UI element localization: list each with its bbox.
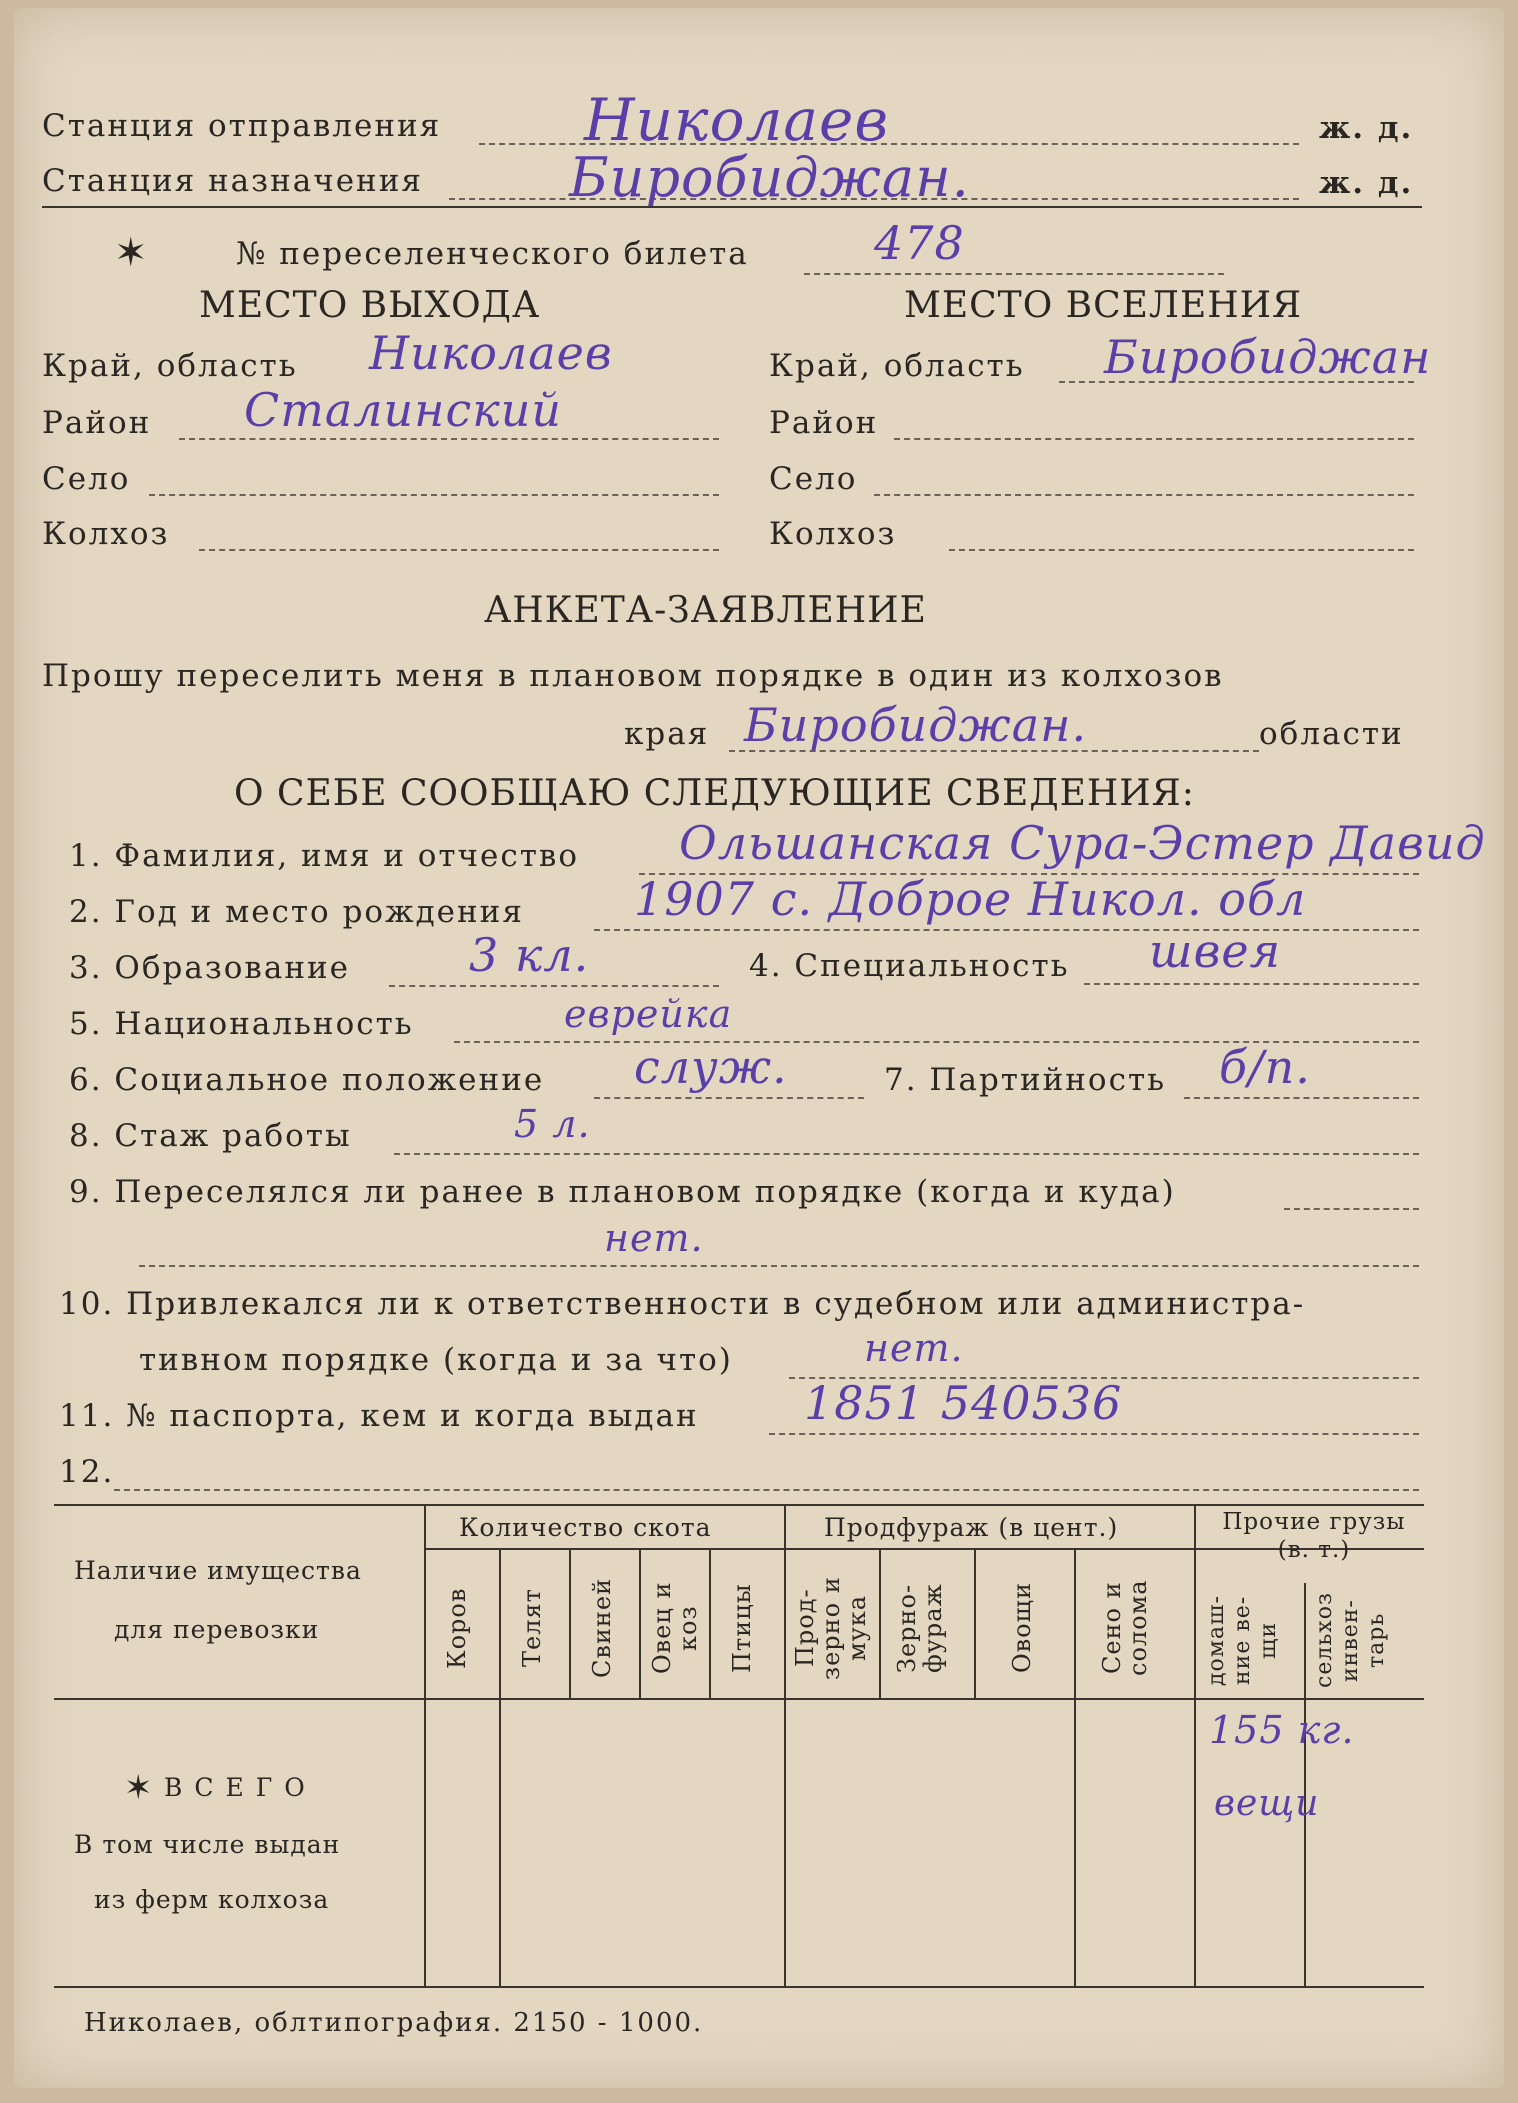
including-2: из ферм колхоза: [94, 1885, 330, 1914]
table-vline: [879, 1548, 881, 1698]
q3-line: [389, 985, 719, 987]
settlement-district-label: Район: [769, 405, 879, 441]
q9-line-b: [139, 1265, 1419, 1267]
q6-line: [594, 1097, 864, 1099]
table-row-header-1: Наличие имущества: [74, 1556, 362, 1585]
departure-value: Николаев: [584, 86, 890, 154]
settlement-region-label: Край, область: [769, 348, 1025, 384]
origin-kolkhoz-line: [199, 549, 719, 551]
section-title: О СЕБЕ СООБЩАЮ СЛЕДУЮЩИЕ СВЕДЕНИЯ:: [234, 773, 1195, 814]
q12-label: 12.: [59, 1454, 115, 1490]
q10-label-2: тивном порядке (когда и за что): [139, 1342, 733, 1378]
col-sheep: Овец и коз: [648, 1581, 702, 1675]
table-vline: [569, 1548, 571, 1698]
form-title: АНКЕТА-ЗАЯВЛЕНИЕ: [484, 590, 927, 631]
ticket-line: [804, 273, 1224, 275]
destination-value: Биробиджан.: [569, 146, 970, 209]
col-household: домаш-ние ве-щи: [1204, 1595, 1281, 1686]
table-vline: [1074, 1548, 1076, 1986]
q5-label: 5. Национальность: [69, 1006, 414, 1042]
q8-label: 8. Стаж работы: [69, 1118, 352, 1154]
settlement-village-label: Село: [769, 461, 858, 497]
kraya-label: края: [624, 716, 710, 752]
header-rule: [42, 206, 1422, 208]
col-cows: Коров: [443, 1587, 471, 1669]
q7-label: 7. Партийность: [884, 1062, 1166, 1098]
q8-line: [394, 1153, 1419, 1155]
q4-value: швея: [1149, 924, 1282, 978]
settlement-kolkhoz-line: [949, 549, 1414, 551]
departure-rail-suffix: ж. д.: [1319, 110, 1414, 146]
q7-line: [1184, 1097, 1419, 1099]
origin-village-line: [149, 494, 719, 496]
q9-line-a: [1284, 1208, 1419, 1210]
household-value-1: 155 кг.: [1209, 1708, 1355, 1752]
table-vline: [639, 1548, 641, 1698]
col-calves: Телят: [518, 1588, 546, 1668]
group-other: Прочие грузы (в. т.): [1222, 1509, 1406, 1563]
q8-value: 5 л.: [514, 1102, 591, 1146]
origin-region-value: Николаев: [369, 326, 613, 380]
q11-value: 1851 540536: [804, 1376, 1123, 1430]
q9-value: нет.: [604, 1216, 704, 1260]
table-vline: [784, 1504, 786, 1986]
printer-imprint: Николаев, облтипография. 2150 - 1000.: [84, 2008, 704, 2038]
origin-kolkhoz-label: Колхоз: [42, 516, 170, 552]
origin-district-value: Сталинский: [244, 383, 562, 437]
household-value-2: вещи: [1214, 1783, 1320, 1824]
q6-value: служ.: [634, 1040, 788, 1094]
q4-label: 4. Специальность: [749, 948, 1070, 984]
ticket-value: 478: [874, 216, 965, 270]
table-vline: [709, 1548, 711, 1698]
col-birds: Птицы: [728, 1583, 756, 1673]
q3-value: 3 кл.: [469, 928, 590, 982]
destination-label: Станция назначения: [42, 163, 423, 199]
origin-village-label: Село: [42, 461, 131, 497]
col-hay: Сено и солома: [1098, 1579, 1152, 1677]
q2-value: 1907 с. Доброе Никол. обл: [634, 872, 1307, 926]
origin-region-label: Край, область: [42, 348, 298, 384]
col-kolkhoz-inv: сельхоз инвен-тарь: [1312, 1592, 1389, 1689]
group-fodder: Продфураж (в цент.): [824, 1513, 1119, 1542]
settlement-title: МЕСТО ВСЕЛЕНИЯ: [904, 285, 1303, 326]
q7-value: б/п.: [1219, 1040, 1311, 1094]
oblasti-label: области: [1259, 716, 1404, 752]
q12-line: [114, 1489, 1419, 1491]
table-row-header-2: для перевозки: [114, 1615, 320, 1644]
q2-label: 2. Год и место рождения: [69, 894, 524, 930]
including-1: В том числе выдан: [74, 1830, 341, 1859]
col-feedgrain: Зерно-фураж: [893, 1583, 947, 1673]
origin-title: МЕСТО ВЫХОДА: [199, 285, 541, 326]
table-vline: [424, 1504, 426, 1986]
table-vline: [499, 1548, 501, 1986]
col-pigs: Свиней: [588, 1577, 616, 1679]
origin-district-label: Район: [42, 405, 152, 441]
table-vline: [974, 1548, 976, 1698]
group-livestock: Количество скота: [459, 1513, 712, 1542]
request-text: Прошу переселить меня в плановом порядке в один из колхозов: [42, 658, 1224, 694]
form-sheet: [14, 8, 1504, 2088]
q5-value: еврейка: [564, 992, 733, 1036]
kraya-value: Биробиджан.: [744, 698, 1088, 752]
col-oats: Овощи: [1008, 1582, 1036, 1674]
settlement-district-line: [894, 438, 1414, 440]
q3-label: 3. Образование: [69, 950, 351, 986]
table-bottom-rule: [54, 1986, 1424, 1988]
q1-label: 1. Фамилия, имя и отчество: [69, 838, 580, 874]
settlement-kolkhoz-label: Колхоз: [769, 516, 897, 552]
q10-value: нет.: [864, 1326, 964, 1370]
q6-label: 6. Социальное положение: [69, 1062, 545, 1098]
table-top-rule: [54, 1504, 1424, 1506]
q11-label: 11. № паспорта, кем и когда выдан: [59, 1398, 699, 1434]
ticket-label: № переселенческого билета: [236, 236, 749, 272]
q11-line: [769, 1433, 1419, 1435]
table-header-rule: [54, 1698, 1424, 1700]
stamp-mark-icon: ✶: [114, 230, 148, 276]
departure-label: Станция отправления: [42, 108, 442, 144]
settlement-village-line: [874, 494, 1414, 496]
q2-line: [594, 929, 1419, 931]
origin-district-line: [179, 438, 719, 440]
table-vline: [1194, 1504, 1196, 1986]
q9-label: 9. Переселялся ли ранее в плановом порядке (когда и куда): [69, 1174, 1176, 1210]
q10-label-1: 10. Привлекался ли к ответственности в судебном или администра-: [59, 1286, 1306, 1322]
col-grain: Прод-зерно и мука: [791, 1576, 871, 1680]
settlement-region-value: Биробиджан: [1104, 330, 1432, 384]
total-label: ВСЕГО: [164, 1773, 317, 1802]
q1-value: Ольшанская Сура-Эстер Давид: [679, 816, 1486, 870]
destination-rail-suffix: ж. д.: [1319, 165, 1414, 201]
stamp-mark-icon: ✶: [124, 1768, 153, 1808]
q4-line: [1084, 983, 1419, 985]
